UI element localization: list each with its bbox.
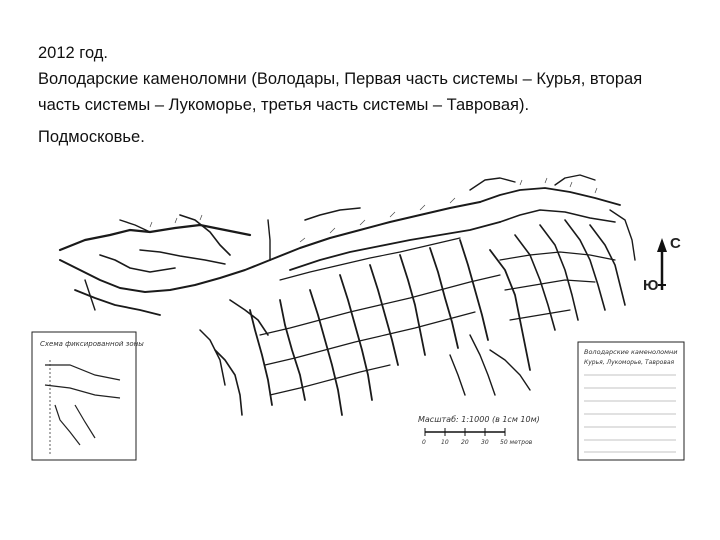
passage-wall-hatching: [150, 178, 597, 242]
title-line-1: Володарские каменоломни (Володары, Первая часть системы – Курья, вторая: [38, 70, 643, 88]
scale-tick-0: 0: [422, 439, 426, 446]
scale-tick-2: 20: [461, 439, 469, 446]
cave-passages: [60, 175, 635, 415]
title-block: [38, 40, 678, 118]
region-label: Подмосковье.: [38, 128, 145, 146]
compass-north-label: С: [670, 235, 681, 252]
scale-tick-1: 10: [441, 439, 449, 446]
cave-survey-map: [0, 160, 720, 480]
title-year: 2012 год.: [38, 44, 108, 62]
title-line-2: часть системы – Лукоморье, третья часть системы – Тавровая).: [38, 96, 530, 114]
scale-label: Масштаб: 1:1000 (в 1см 10м): [418, 415, 540, 424]
right-legend: [578, 342, 684, 460]
scale-tick-3: 30: [481, 439, 489, 446]
right-legend-title: Володарские каменоломни: [584, 348, 678, 356]
left-legend-title: Схема фиксированной зоны: [40, 340, 144, 348]
compass-south-label: Ю: [643, 277, 659, 294]
scale-bar: [418, 415, 540, 446]
scale-tick-4: 50 метров: [500, 439, 533, 446]
left-legend: [32, 332, 144, 460]
right-legend-line-1: Курья, Лукоморье, Тавровая: [584, 359, 675, 366]
compass: [643, 235, 681, 294]
